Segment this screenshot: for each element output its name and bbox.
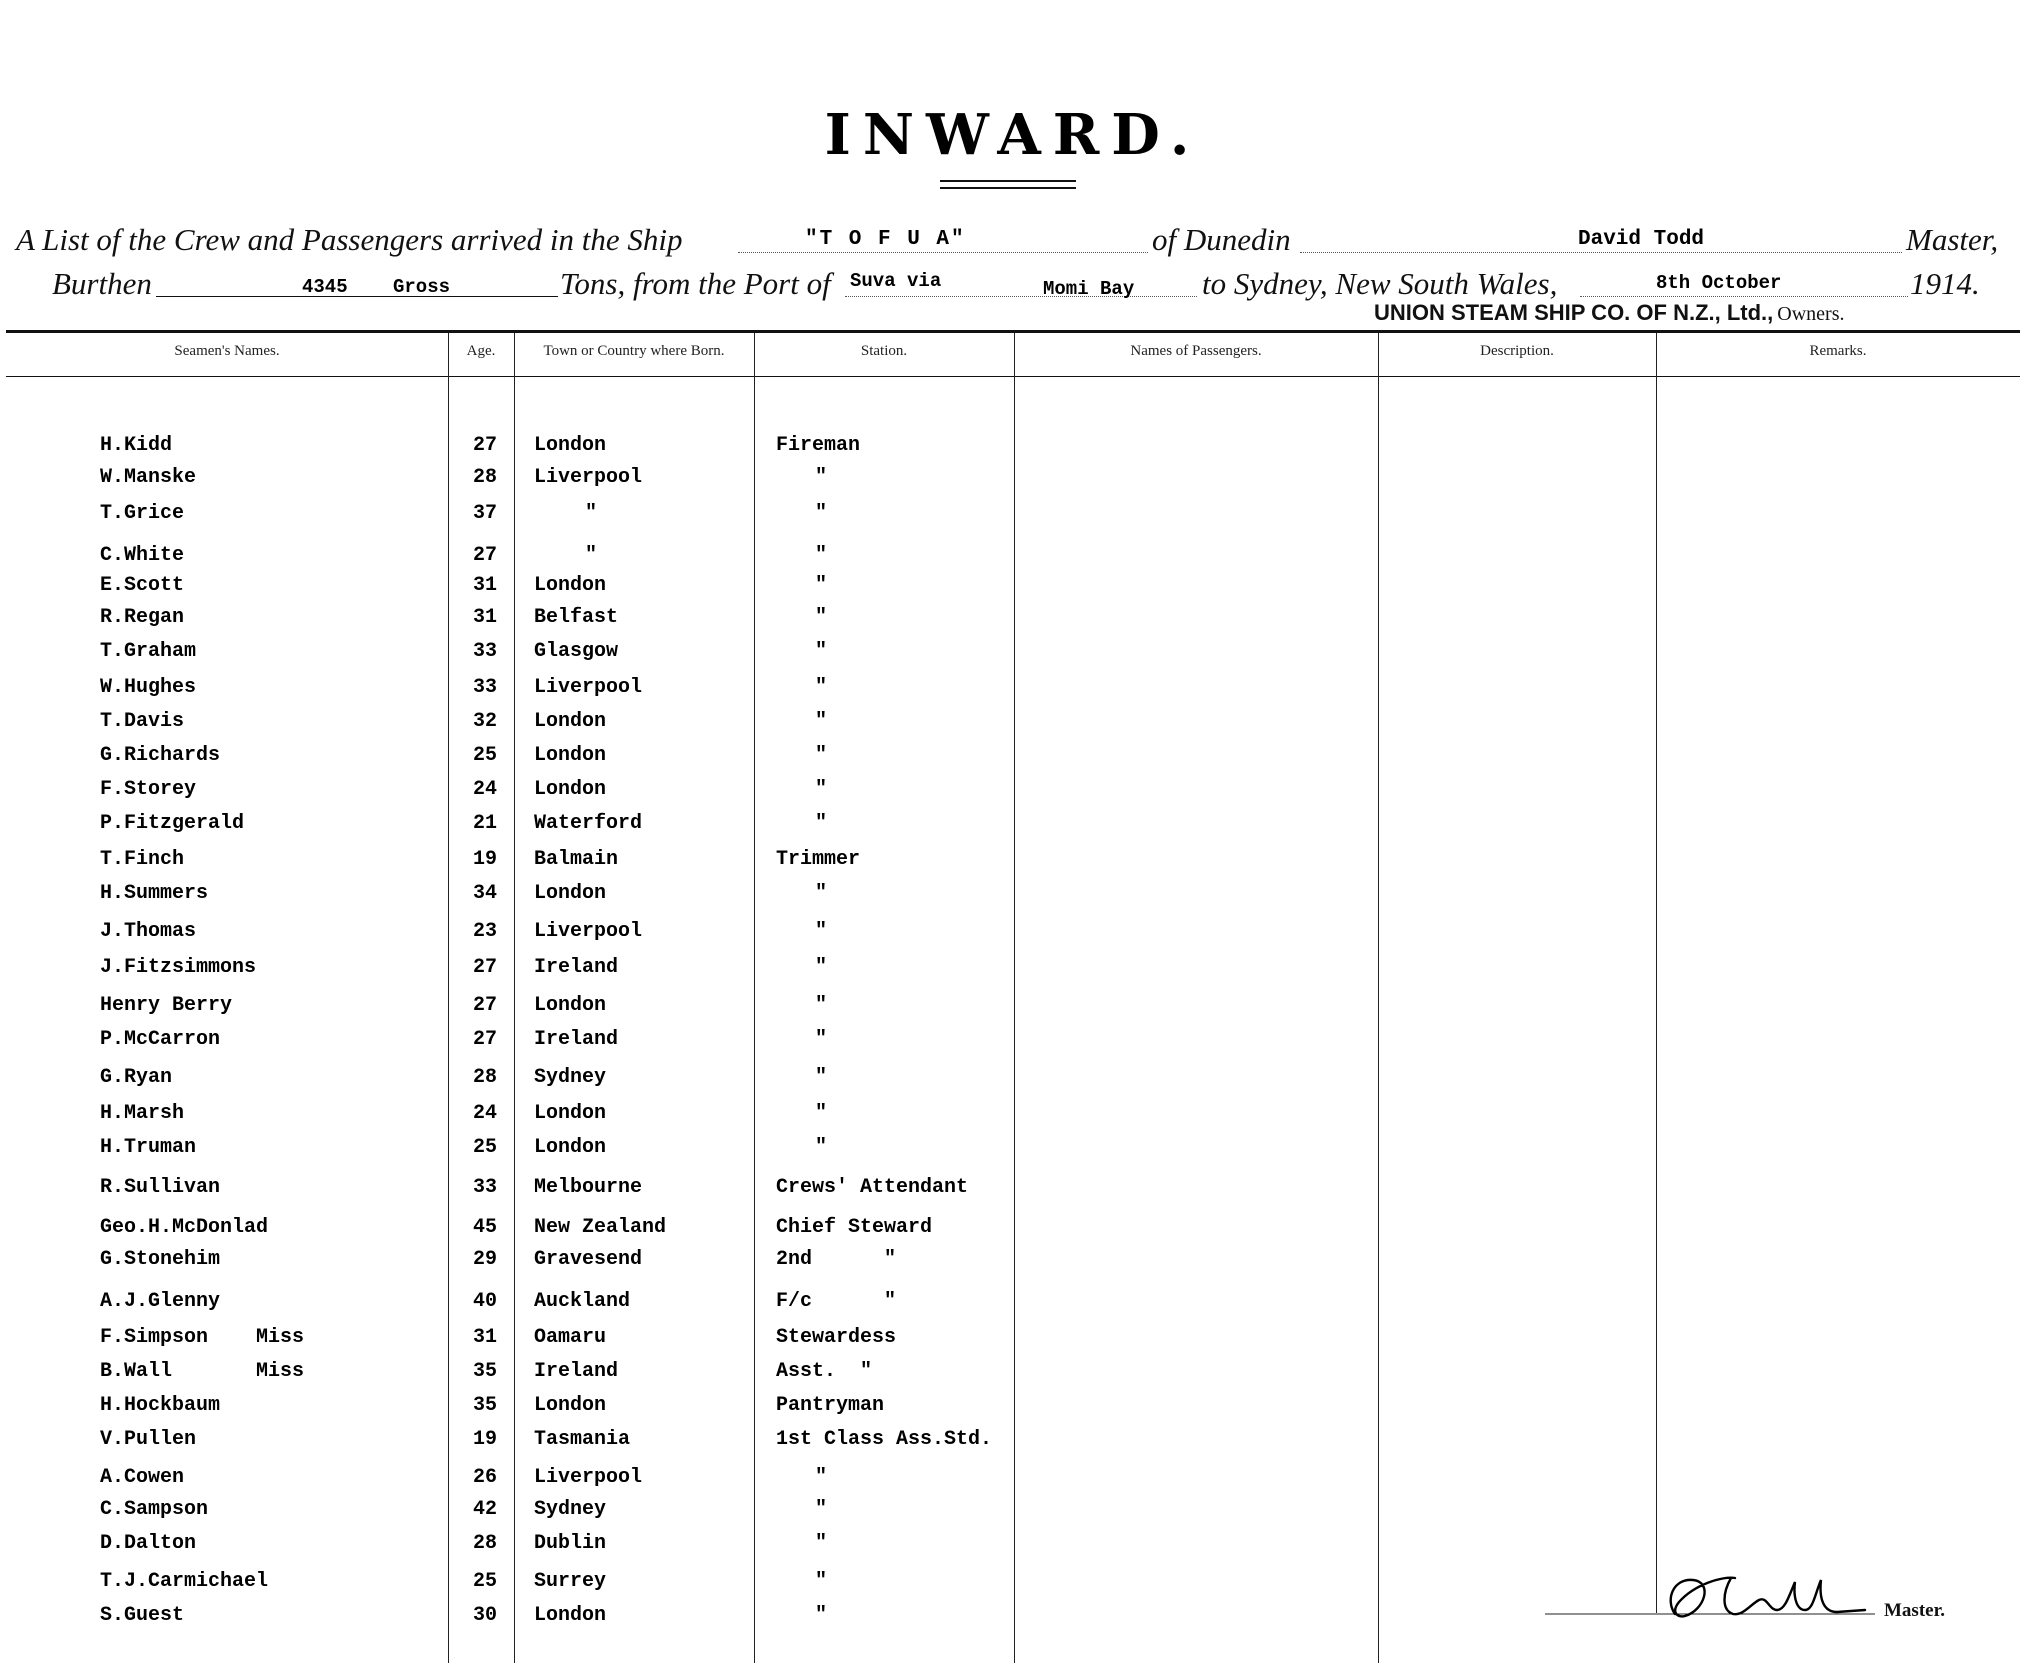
seaman-station: 1st Class Ass.Std. [776, 1428, 993, 1451]
seaman-station: " [815, 812, 828, 835]
seaman-age: 27 [472, 1028, 497, 1051]
seaman-station: " [815, 574, 828, 597]
master-name: David Todd [1578, 228, 1705, 251]
seaman-age: 25 [472, 1570, 497, 1593]
seaman-age: 28 [472, 1532, 497, 1555]
seaman-station: Stewardess [776, 1326, 897, 1349]
col-divider-1 [448, 333, 449, 1663]
seaman-station: Asst. " [776, 1360, 873, 1383]
seaman-station: " [815, 1028, 828, 1051]
seaman-birthplace: Liverpool [534, 920, 643, 943]
seaman-birthplace: Auckland [534, 1290, 631, 1313]
seaman-age: 31 [472, 1326, 497, 1349]
seaman-station: " [815, 676, 828, 699]
seaman-station: " [815, 744, 828, 767]
seaman-station: Pantryman [776, 1394, 885, 1417]
seaman-name: J.Fitzsimmons [100, 956, 257, 979]
seaman-name: P.McCarron [100, 1028, 221, 1051]
seaman-station: Fireman [776, 434, 861, 457]
seaman-age: 33 [472, 640, 497, 663]
title-underline-1 [940, 180, 1076, 182]
seaman-birthplace: Sydney [534, 1498, 607, 1521]
date-value: 8th October [1656, 272, 1782, 294]
seaman-birthplace: Liverpool [534, 676, 643, 699]
seaman-name: T.Graham [100, 640, 197, 663]
seaman-birthplace: " [585, 544, 598, 567]
seaman-age: 29 [472, 1248, 497, 1271]
seaman-birthplace: Tasmania [534, 1428, 631, 1451]
seaman-birthplace: Balmain [534, 848, 619, 871]
seaman-station: " [815, 606, 828, 629]
seaman-age: 37 [472, 502, 497, 525]
owners-label: Owners. [1777, 303, 1845, 325]
seaman-birthplace: London [534, 434, 607, 457]
seaman-name: T.Grice [100, 502, 185, 525]
seaman-age: 27 [472, 434, 497, 457]
seaman-age: 31 [472, 606, 497, 629]
seaman-name: V.Pullen [100, 1428, 197, 1451]
seaman-birthplace: Ireland [534, 1028, 619, 1051]
seaman-name: R.Regan [100, 606, 185, 629]
seaman-name: W.Manske [100, 466, 197, 489]
col-divider-4 [1014, 333, 1015, 1663]
burthen-value: 4345 [302, 276, 348, 298]
col-header-description: Description. [1480, 343, 1554, 359]
tons-label: Tons, from the Port of [560, 266, 831, 301]
seaman-station: " [815, 1604, 828, 1627]
signature-mark [1545, 1570, 1885, 1630]
burthen-label: Burthen [52, 266, 152, 301]
date-line [1580, 296, 1908, 297]
seaman-birthplace: Belfast [534, 606, 619, 629]
ship-name: "T O F U A" [805, 228, 966, 251]
seaman-name: A.Cowen [100, 1466, 185, 1489]
master-signature [1545, 1570, 1885, 1635]
seaman-name: D.Dalton [100, 1532, 197, 1555]
seaman-birthplace: " [585, 502, 598, 525]
seaman-name: Henry Berry [100, 994, 233, 1017]
seaman-station: " [815, 640, 828, 663]
seaman-station: " [815, 1466, 828, 1489]
seaman-station: " [815, 994, 828, 1017]
seaman-birthplace: London [534, 744, 607, 767]
seaman-age: 35 [472, 1394, 497, 1417]
seaman-age: 35 [472, 1360, 497, 1383]
seaman-age: 27 [472, 956, 497, 979]
seaman-birthplace: Sydney [534, 1066, 607, 1089]
master-name-line [1300, 252, 1902, 253]
seaman-age: 26 [472, 1466, 497, 1489]
seaman-name: H.Truman [100, 1136, 197, 1159]
seaman-birthplace: London [534, 1394, 607, 1417]
col-divider-3 [754, 333, 755, 1663]
seaman-age: 19 [472, 1428, 497, 1451]
seaman-station: " [815, 1532, 828, 1555]
page-title: INWARD. [824, 102, 1202, 168]
seaman-birthplace: London [534, 882, 607, 905]
col-divider-5 [1378, 333, 1379, 1663]
seaman-age: 25 [472, 1136, 497, 1159]
seaman-age: 45 [472, 1216, 497, 1239]
seaman-station: " [815, 1570, 828, 1593]
gross-label: Gross [393, 276, 451, 298]
seaman-station: " [815, 778, 828, 801]
owners-line [1374, 300, 1844, 326]
seaman-name: P.Fitzgerald [100, 812, 245, 835]
seaman-station: Crews' Attendant [776, 1176, 969, 1199]
seaman-age: 30 [472, 1604, 497, 1627]
seaman-birthplace: New Zealand [534, 1216, 667, 1239]
header-line1-prefix: A List of the Crew and Passengers arrived in the Ship [16, 222, 683, 257]
of-port-label: of Dunedin [1152, 222, 1291, 257]
seaman-birthplace: Liverpool [534, 1466, 643, 1489]
seaman-station: F/c " [776, 1290, 897, 1313]
seaman-age: 40 [472, 1290, 497, 1313]
seaman-birthplace: Oamaru [534, 1326, 607, 1349]
seaman-age: 24 [472, 778, 497, 801]
seaman-name: G.Ryan [100, 1066, 173, 1089]
seaman-age: 34 [472, 882, 497, 905]
title-underline-2 [940, 187, 1076, 189]
seaman-birthplace: London [534, 710, 607, 733]
seaman-station: " [815, 1136, 828, 1159]
seaman-age: 23 [472, 920, 497, 943]
seaman-name: F.Storey [100, 778, 197, 801]
col-header-age: Age. [466, 343, 496, 359]
seaman-name: C.White [100, 544, 185, 567]
seaman-station: Chief Steward [776, 1216, 933, 1239]
seaman-age: 33 [472, 1176, 497, 1199]
seaman-name: C.Sampson [100, 1498, 209, 1521]
seaman-name: G.Stonehim [100, 1248, 221, 1271]
seaman-name: T.Davis [100, 710, 185, 733]
seaman-station: 2nd " [776, 1248, 897, 1271]
seaman-name: S.Guest [100, 1604, 185, 1627]
seaman-station: " [815, 544, 828, 567]
seaman-age: 31 [472, 574, 497, 597]
seaman-birthplace: London [534, 1102, 607, 1125]
year-value: 1914. [1910, 266, 1980, 301]
seaman-station: " [815, 502, 828, 525]
seaman-birthplace: Waterford [534, 812, 643, 835]
seaman-name: J.Thomas [100, 920, 197, 943]
seaman-name: H.Marsh [100, 1102, 185, 1125]
seaman-birthplace: Dublin [534, 1532, 607, 1555]
col-divider-6 [1656, 333, 1657, 1613]
seaman-age: 21 [472, 812, 497, 835]
burthen-line [156, 296, 558, 297]
master-label: Master, [1906, 222, 1999, 257]
seaman-birthplace: London [534, 574, 607, 597]
seaman-station: " [815, 920, 828, 943]
seaman-age: 25 [472, 744, 497, 767]
seaman-age: 19 [472, 848, 497, 871]
seaman-birthplace: London [534, 994, 607, 1017]
seaman-name: H.Kidd [100, 434, 173, 457]
seaman-station: Trimmer [776, 848, 861, 871]
seaman-name: E.Scott [100, 574, 185, 597]
seaman-age: 27 [472, 544, 497, 567]
seaman-birthplace: London [534, 1604, 607, 1627]
seaman-name: F.Simpson Miss [100, 1326, 305, 1349]
table-top-rule [6, 330, 2020, 333]
seaman-age: 32 [472, 710, 497, 733]
col-header-station: Station. [860, 343, 908, 359]
table-header-rule [6, 376, 2020, 377]
seaman-birthplace: Ireland [534, 1360, 619, 1383]
signature-label: Master. [1884, 1600, 1946, 1621]
seaman-birthplace: Ireland [534, 956, 619, 979]
seaman-station: " [815, 466, 828, 489]
seaman-name: Geo.H.McDonlad [100, 1216, 269, 1239]
port-from: Suva via [850, 270, 942, 292]
seaman-age: 28 [472, 1066, 497, 1089]
seaman-station: " [815, 1066, 828, 1089]
owners-company: UNION STEAM SHIP CO. OF N.Z., Ltd., [1374, 300, 1774, 325]
seaman-birthplace: London [534, 778, 607, 801]
seaman-birthplace: London [534, 1136, 607, 1159]
seaman-station: " [815, 882, 828, 905]
seaman-name: H.Hockbaum [100, 1394, 221, 1417]
seaman-name: B.Wall Miss [100, 1360, 305, 1383]
seaman-name: G.Richards [100, 744, 221, 767]
seaman-name: A.J.Glenny [100, 1290, 221, 1313]
seaman-station: " [815, 1102, 828, 1125]
seaman-station: " [815, 956, 828, 979]
seaman-birthplace: Glasgow [534, 640, 619, 663]
seaman-age: 24 [472, 1102, 497, 1125]
to-sydney-label: to Sydney, New South Wales, [1202, 266, 1558, 301]
seaman-name: T.J.Carmichael [100, 1570, 269, 1593]
seaman-birthplace: Melbourne [534, 1176, 643, 1199]
seaman-birthplace: Surrey [534, 1570, 607, 1593]
seaman-station: " [815, 1498, 828, 1521]
port-via: Momi Bay [1043, 278, 1135, 300]
port-line [845, 296, 1197, 297]
col-header-seamen: Seamen's Names. [174, 343, 280, 359]
col-header-remarks: Remarks. [1809, 343, 1867, 359]
seaman-name: W.Hughes [100, 676, 197, 699]
seaman-age: 27 [472, 994, 497, 1017]
seaman-birthplace: Liverpool [534, 466, 643, 489]
seaman-station: " [815, 710, 828, 733]
seaman-age: 28 [472, 466, 497, 489]
seaman-age: 33 [472, 676, 497, 699]
ship-name-line [738, 252, 1148, 253]
col-header-born: Town or Country where Born. [543, 343, 725, 359]
seaman-name: H.Summers [100, 882, 209, 905]
seaman-age: 42 [472, 1498, 497, 1521]
seaman-name: T.Finch [100, 848, 185, 871]
seaman-birthplace: Gravesend [534, 1248, 643, 1271]
seaman-name: R.Sullivan [100, 1176, 221, 1199]
col-header-passengers: Names of Passengers. [1130, 343, 1262, 359]
